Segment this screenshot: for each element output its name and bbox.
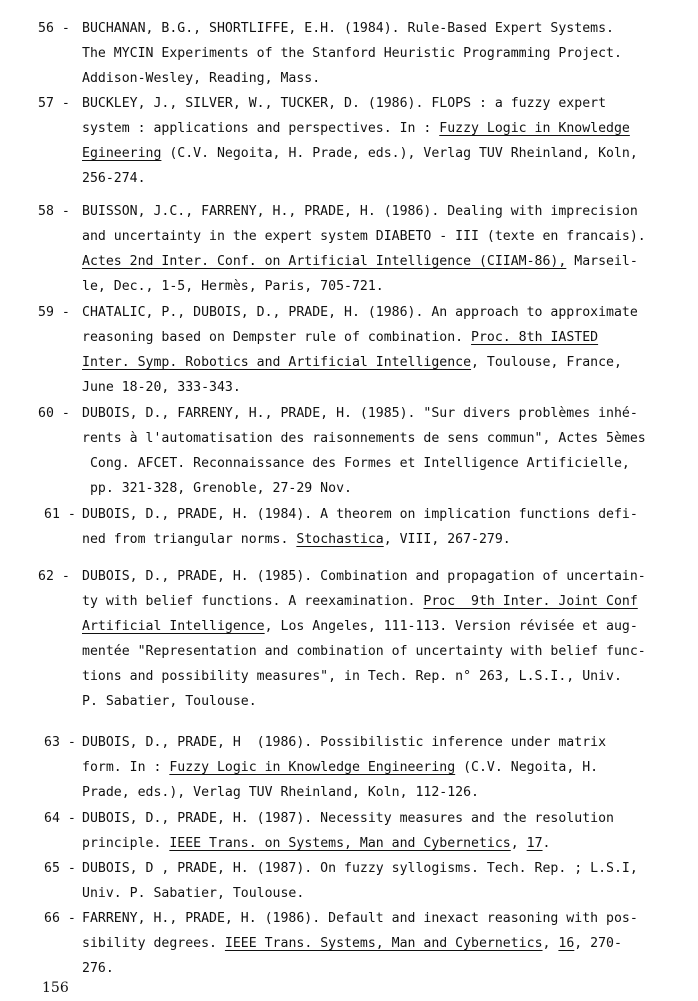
reference-line xyxy=(82,274,676,299)
reference-text xyxy=(82,906,676,981)
reference-segment: (C.V. Negoita, H. xyxy=(455,760,599,775)
reference-number: 66 - xyxy=(44,911,76,926)
reference-line xyxy=(82,199,676,224)
reference-line xyxy=(82,249,676,274)
reference-line xyxy=(82,426,676,451)
reference-segment: ty with belief functions. A reexamination. xyxy=(82,594,424,609)
reference-line xyxy=(82,639,676,664)
underlined-title: 16 xyxy=(558,936,575,951)
reference-segment: , Los Angeles, 111-113. Version révisée et aug- xyxy=(264,619,638,634)
reference-line xyxy=(82,502,676,527)
reference-segment: reasoning based on Dempster rule of combination. xyxy=(82,330,472,345)
reference-segment: principle. xyxy=(82,836,170,851)
reference-line xyxy=(82,166,676,191)
reference-segment: FARRENY, H., PRADE, H. (1986). Default and inexact reasoning with pos- xyxy=(82,911,638,926)
underlined-title: Proc. 8th IASTED xyxy=(471,330,599,345)
underlined-title: Fuzzy Logic in Knowledge xyxy=(439,121,630,136)
reference-line xyxy=(82,664,676,689)
reference-line xyxy=(82,956,676,981)
reference-number: 60 - xyxy=(38,406,70,421)
reference-segment: , xyxy=(542,936,559,951)
reference-line xyxy=(82,224,676,249)
reference-number: 65 - xyxy=(44,861,76,876)
reference-segment: DUBOIS, D , PRADE, H. (1987). On fuzzy syllogisms. Tech. Rep. ; L.S.I, xyxy=(82,861,638,876)
reference-text xyxy=(82,300,676,400)
reference-segment: BUCKLEY, J., SILVER, W., TUCKER, D. (1986). FLOPS : a fuzzy expert xyxy=(82,96,607,111)
reference-line xyxy=(82,806,676,831)
reference-segment: , VIII, 267-279. xyxy=(383,532,511,547)
underlined-title: 17 xyxy=(526,836,543,851)
reference-line xyxy=(82,730,676,755)
reference-segment: Marseil- xyxy=(566,254,638,269)
reference-number: 57 - xyxy=(38,96,70,111)
reference-line xyxy=(82,881,676,906)
reference-text xyxy=(82,564,676,714)
reference-segment: DUBOIS, D., FARRENY, H., PRADE, H. (1985). "Sur divers problèmes inhé- xyxy=(82,406,638,421)
reference-segment: Cong. AFCET. Reconnaissance des Formes et Intelligence Artificielle, xyxy=(82,456,630,471)
reference-line xyxy=(82,906,676,931)
reference-segment: The MYCIN Experiments of the Stanford Heuristic Programming Project. xyxy=(82,46,622,61)
reference-text xyxy=(82,16,676,91)
reference-line xyxy=(82,931,676,956)
reference-segment: and uncertainty in the expert system DIABETO - III (texte en francais). xyxy=(82,229,646,244)
reference-line xyxy=(82,451,676,476)
reference-line xyxy=(82,527,676,552)
reference-text xyxy=(82,856,676,906)
underlined-title: IEEE Trans. Systems, Man and Cybernetics xyxy=(224,936,543,951)
reference-segment: BUISSON, J.C., FARRENY, H., PRADE, H. (1986). Dealing with imprecision xyxy=(82,204,638,219)
reference-segment: 256-274. xyxy=(82,171,146,186)
underlined-title: Stochastica xyxy=(296,532,384,547)
underlined-title: Fuzzy Logic in Knowledge Engineering xyxy=(169,760,456,775)
reference-segment: form. In : xyxy=(82,760,170,775)
reference-segment: system : applications and perspectives. In : xyxy=(82,121,440,136)
underlined-title: Artificial Intelligence xyxy=(82,619,265,634)
reference-segment: mentée "Representation and combination of uncertainty with belief func- xyxy=(82,644,646,659)
reference-text xyxy=(82,401,676,501)
reference-line xyxy=(82,325,676,350)
reference-line xyxy=(82,564,676,589)
reference-line xyxy=(82,375,676,400)
reference-number: 62 - xyxy=(38,569,70,584)
underlined-title: Egineering xyxy=(82,146,162,161)
reference-segment: , xyxy=(510,836,527,851)
reference-number: 56 - xyxy=(38,21,70,36)
reference-segment: DUBOIS, D., PRADE, H (1986). Possibilistic inference under matrix xyxy=(82,735,607,750)
reference-line xyxy=(82,401,676,426)
reference-segment: (C.V. Negoita, H. Prade, eds.), Verlag TUV Rheinland, Koln, xyxy=(161,146,638,161)
reference-text xyxy=(82,91,676,191)
reference-segment: DUBOIS, D., PRADE, H. (1985). Combination and propagation of uncertain- xyxy=(82,569,646,584)
reference-segment: Prade, eds.), Verlag TUV Rheinland, Koln, 112-126. xyxy=(82,785,479,800)
reference-segment: , Toulouse, France, xyxy=(471,355,622,370)
reference-segment: P. Sabatier, Toulouse. xyxy=(82,694,257,709)
underlined-title: IEEE Trans. on Systems, Man and Cybernetics xyxy=(169,836,511,851)
reference-segment: June 18-20, 333-343. xyxy=(82,380,241,395)
reference-line xyxy=(82,780,676,805)
reference-segment: DUBOIS, D., PRADE, H. (1987). Necessity measures and the resolution xyxy=(82,811,614,826)
reference-segment: rents à l'automatisation des raisonnements de sens commun", Actes 5èmes xyxy=(82,431,646,446)
reference-line xyxy=(82,476,676,501)
reference-segment: . xyxy=(542,836,551,851)
reference-line xyxy=(82,614,676,639)
reference-segment: , 270- xyxy=(574,936,622,951)
reference-segment: sibility degrees. xyxy=(82,936,225,951)
reference-segment: Addison-Wesley, Reading, Mass. xyxy=(82,71,321,86)
reference-number: 61 - xyxy=(44,507,76,522)
page-number: 156 xyxy=(42,980,69,996)
underlined-title: Proc 9th Inter. Joint Conf xyxy=(423,594,638,609)
reference-line xyxy=(82,41,676,66)
reference-text xyxy=(82,806,676,856)
reference-number: 59 - xyxy=(38,305,70,320)
reference-line xyxy=(82,856,676,881)
reference-segment: ned from triangular norms. xyxy=(82,532,297,547)
reference-segment: CHATALIC, P., DUBOIS, D., PRADE, H. (1986). An approach to approximate xyxy=(82,305,638,320)
reference-line xyxy=(82,91,676,116)
reference-line xyxy=(82,589,676,614)
reference-line xyxy=(82,16,676,41)
reference-text xyxy=(82,730,676,805)
reference-segment: le, Dec., 1-5, Hermès, Paris, 705-721. xyxy=(82,279,384,294)
reference-segment: 276. xyxy=(82,961,114,976)
reference-segment: BUCHANAN, B.G., SHORTLIFFE, E.H. (1984). Rule-Based Expert Systems. xyxy=(82,21,614,36)
reference-line xyxy=(82,755,676,780)
reference-line xyxy=(82,689,676,714)
reference-segment: tions and possibility measures", in Tech. Rep. n° 263, L.S.I., Univ. xyxy=(82,669,622,684)
reference-number: 63 - xyxy=(44,735,76,750)
reference-line xyxy=(82,300,676,325)
reference-line xyxy=(82,116,676,141)
reference-text xyxy=(82,199,676,299)
reference-number: 58 - xyxy=(38,204,70,219)
reference-text xyxy=(82,502,676,552)
reference-line xyxy=(82,831,676,856)
reference-line xyxy=(82,141,676,166)
reference-number: 64 - xyxy=(44,811,76,826)
underlined-title: Inter. Symp. Robotics and Artificial Intelligence xyxy=(82,355,472,370)
reference-segment: pp. 321-328, Grenoble, 27-29 Nov. xyxy=(82,481,352,496)
reference-line xyxy=(82,350,676,375)
reference-segment: Univ. P. Sabatier, Toulouse. xyxy=(82,886,305,901)
reference-segment: DUBOIS, D., PRADE, H. (1984). A theorem on implication functions defi- xyxy=(82,507,638,522)
underlined-title: Actes 2nd Inter. Conf. on Artificial Intelligence (CIIAM-86), xyxy=(82,254,567,269)
reference-line xyxy=(82,66,676,91)
